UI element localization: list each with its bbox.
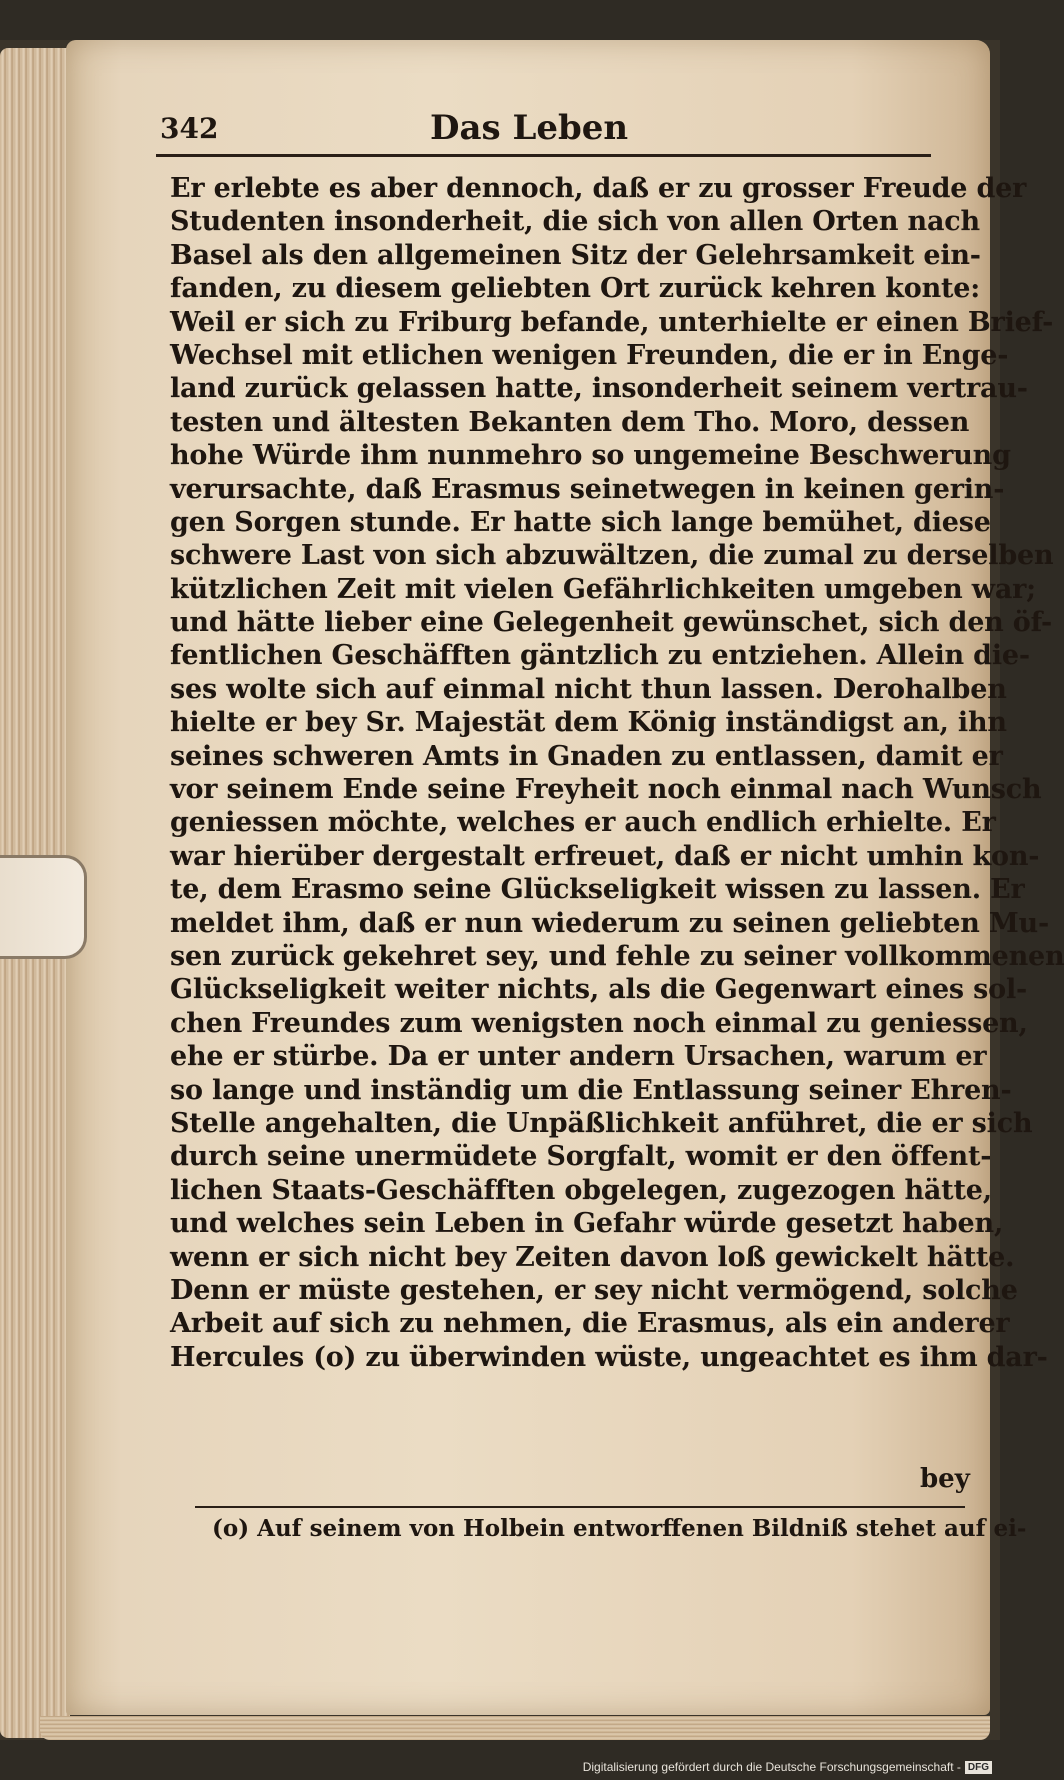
text-line: Weil er sich zu Friburg befande, unterhielte er einen Brief- (170, 306, 1054, 338)
text-line: vor seinem Ende seine Freyheit noch einmal nach Wunsch (170, 774, 1042, 806)
page-bottom-edges (40, 1716, 990, 1740)
running-title: Das Leben (430, 108, 629, 148)
text-line: verursachte, daß Erasmus seinetwegen in keinen gerin- (170, 473, 1005, 505)
dfg-logo-icon: DFG (965, 1761, 992, 1774)
text-line: so lange und inständig um die Entlassung seiner Ehren- (170, 1074, 1012, 1106)
bookmark-strip (0, 855, 87, 959)
footnote-rule (195, 1506, 965, 1508)
text-line: fanden, zu diesem geliebten Ort zurück kehren konte: (170, 273, 981, 305)
text-line: Denn er müste gestehen, er sey nicht vermögend, solche (170, 1274, 1018, 1306)
text-line: gen Sorgen stunde. Er hatte sich lange bemühet, diese (170, 506, 991, 538)
text-line: Stelle angehalten, die Unpäßlichkeit anführet, die er sich (170, 1107, 1033, 1139)
text-line: wenn er sich nicht bey Zeiten davon loß gewickelt hätte. (170, 1241, 1015, 1273)
footnote: (o) Auf seinem von Holbein entworffenen Bildniß stehet auf ei- (212, 1515, 1027, 1542)
text-line: Wechsel mit etlichen wenigen Freunden, die er in Enge- (170, 339, 1009, 371)
text-line: und welches sein Leben in Gefahr würde gesetzt haben, (170, 1208, 1004, 1240)
text-line: Basel als den allgemeinen Sitz der Gelehrsamkeit ein- (170, 239, 981, 271)
text-line: geniessen möchte, welches er auch endlich erhielte. Er (170, 807, 996, 839)
header-rule (156, 154, 931, 157)
text-line: land zurück gelassen hatte, insonderheit seinem vertrau- (170, 373, 1028, 405)
text-line: ses wolte sich auf einmal nicht thun lassen. Derohalben (170, 673, 1007, 705)
page-number: 342 (160, 112, 219, 145)
text-line: war hierüber dergestalt erfreuet, daß er nicht umhin kon- (170, 840, 1040, 872)
text-line: Arbeit auf sich zu nehmen, die Erasmus, als ein anderer (170, 1308, 1010, 1340)
text-line: hohe Würde ihm nunmehro so ungemeine Beschwerung (170, 440, 1011, 472)
text-line: ehe er stürbe. Da er unter andern Ursachen, warum er (170, 1041, 987, 1073)
digitization-attribution (583, 1760, 992, 1774)
text-line: testen und ältesten Bekanten dem Tho. Moro, dessen (170, 406, 970, 438)
body-text (170, 172, 1064, 1374)
text-line: und hätte lieber eine Gelegenheit gewünschet, sich den öf- (170, 607, 1053, 639)
text-line: kützlichen Zeit mit vielen Gefährlichkeiten umgeben war; (170, 573, 1036, 605)
text-line: lichen Staats-Geschäfften obgelegen, zugezogen hätte, (170, 1174, 992, 1206)
text-line: Hercules (o) zu überwinden wüste, ungeachtet es ihm dar- (170, 1341, 1048, 1373)
text-line: meldet ihm, daß er nun wiederum zu seinen geliebten Mu- (170, 907, 1049, 939)
text-line: chen Freundes zum wenigsten noch einmal zu geniessen, (170, 1007, 1028, 1039)
attribution-text: Digitalisierung gefördert durch die Deutsche Forschungsgemeinschaft - (582, 1760, 961, 1774)
text-line: Glückseligkeit weiter nichts, als die Gegenwart eines sol- (170, 974, 1028, 1006)
catchword: bey (920, 1464, 970, 1494)
text-line: sen zurück gekehret sey, und fehle zu seiner vollkommenen (170, 940, 1064, 972)
text-line: durch seine unermüdete Sorgfalt, womit er den öffent- (170, 1141, 992, 1173)
text-line: te, dem Erasmo seine Glückseligkeit wissen zu lassen. Er (170, 874, 1025, 906)
text-line: fentlichen Geschäfften gäntzlich zu entziehen. Allein die- (170, 640, 1030, 672)
text-line: seines schweren Amts in Gnaden zu entlassen, damit er (170, 740, 1003, 772)
text-line: Er erlebte es aber dennoch, daß er zu grosser Freude der (170, 173, 1027, 204)
text-line: schwere Last von sich abzuwältzen, die zumal zu derselben (170, 540, 1054, 572)
text-line: hielte er bey Sr. Majestät dem König inständigst an, ihn (170, 707, 1007, 739)
text-line: Studenten insonderheit, die sich von allen Orten nach (170, 206, 980, 238)
